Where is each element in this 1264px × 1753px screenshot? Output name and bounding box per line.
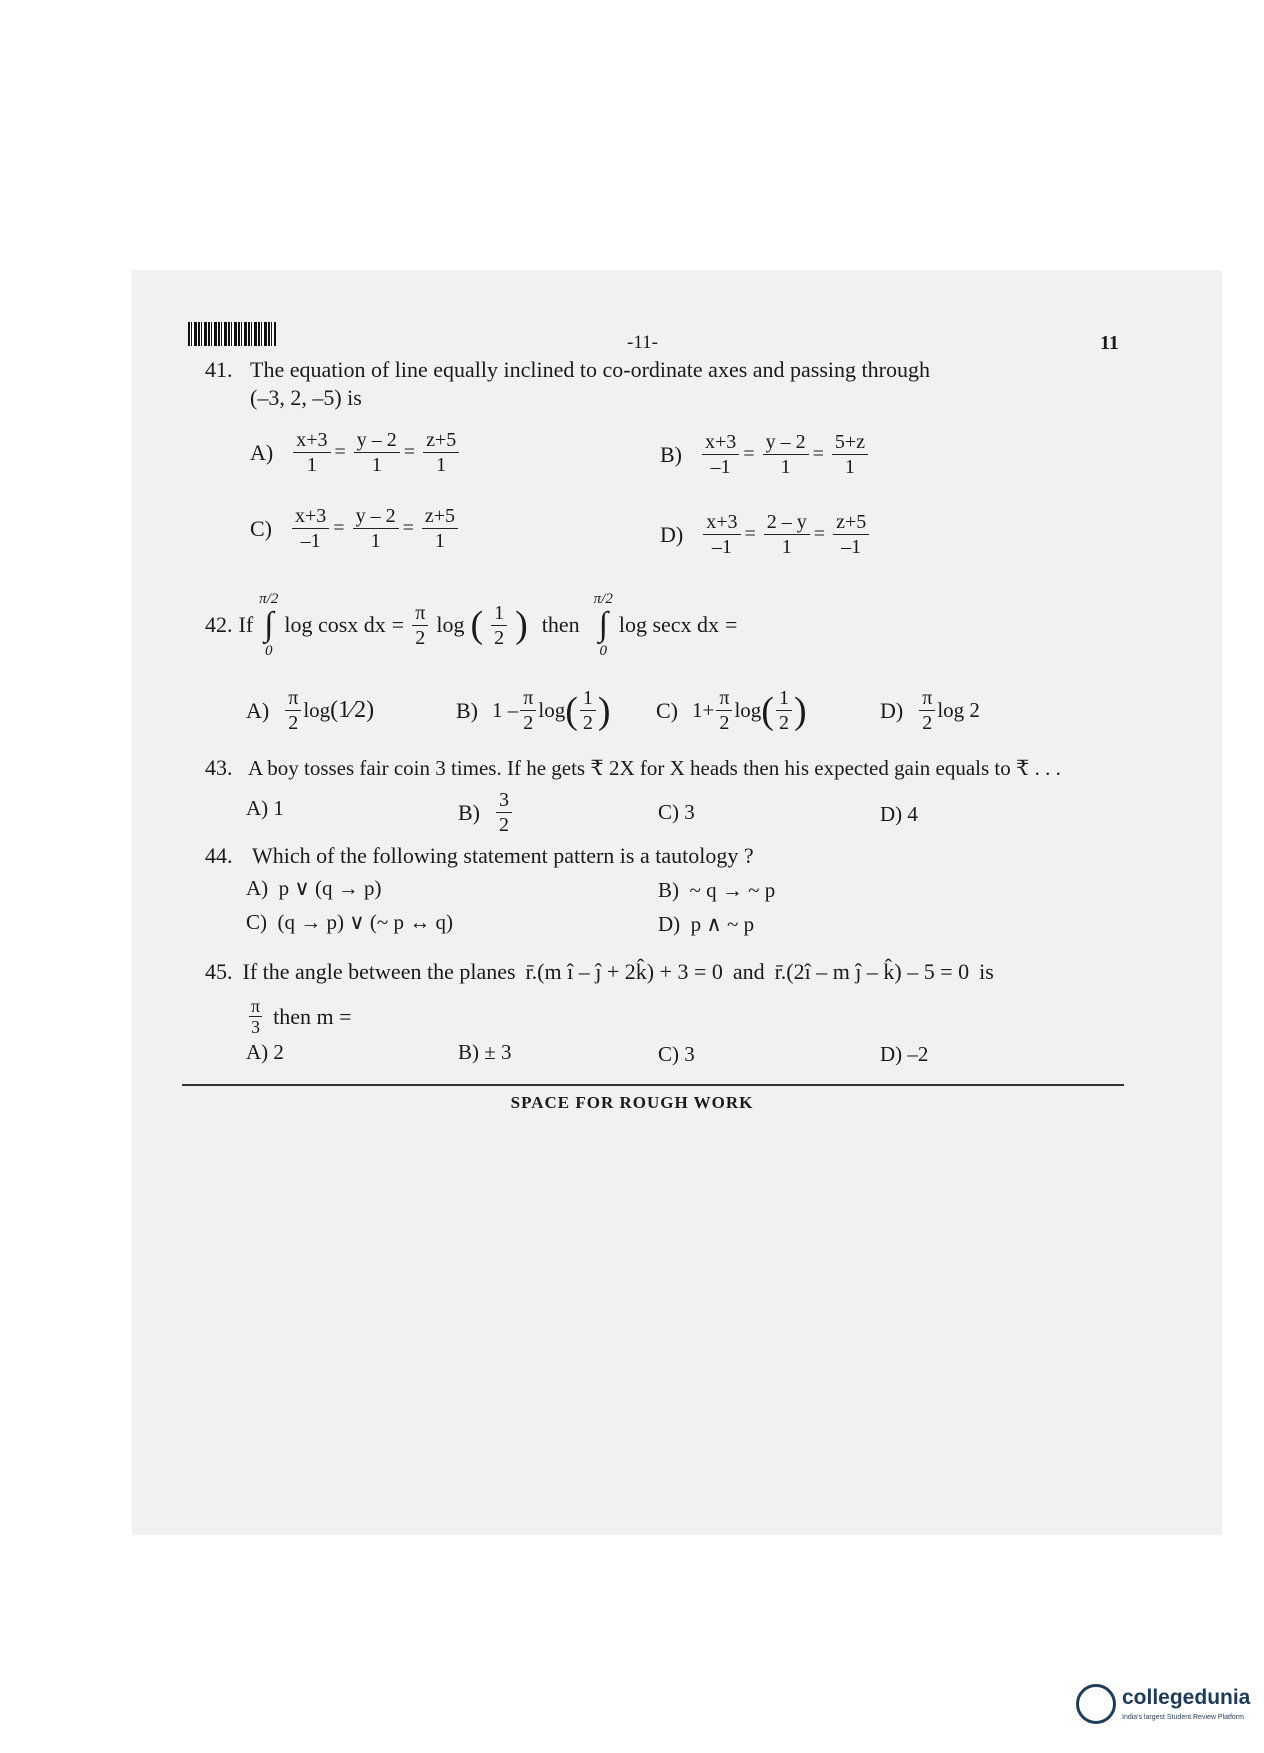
q43-number: 43.: [205, 755, 233, 780]
q41-option-c[interactable]: C) $\frac{x+3}{-1}$ = $\frac{y - 2}{1}$ = $\frac{z+5}{1}$: [250, 504, 460, 553]
logo-name: collegedunia: [1122, 1686, 1251, 1709]
fraction: 1 2: [491, 601, 507, 650]
barcode: [188, 322, 276, 346]
q45-number: 45.: [205, 959, 233, 984]
page-center-number: -11-: [627, 332, 658, 353]
q44-number: 44.: [205, 843, 233, 868]
q41-text: The equation of line equally inclined to co-ordinate axes and passing through: [250, 357, 930, 382]
q41-option-d[interactable]: D) $\frac{x+3}{-1}$ = $\frac{2 - y}{1}$ = $\frac{z+5}{-1}$: [660, 510, 871, 559]
fraction: $\frac{y - 2}{1}$: [763, 430, 809, 479]
q42-number: 42.: [205, 612, 233, 637]
q41-number: 41.: [205, 357, 233, 382]
fraction: $\frac{x+3}{-1}$: [703, 510, 740, 559]
fraction: $\frac{y - 2}{1}$: [354, 428, 400, 477]
q44-option-d[interactable]: D) p ∧ ~ p: [658, 912, 755, 936]
fraction: $\frac{x+3}{-1}$: [292, 504, 329, 553]
option-label: D): [660, 521, 684, 547]
option-label: C): [250, 515, 272, 541]
fraction: $\frac{x+3}{-1}$: [702, 430, 739, 479]
q44-text: Which of the following statement pattern is a tautology ?: [252, 843, 754, 868]
q42-option-b[interactable]: B) 1 – π 2 log ( 1 2 ): [456, 687, 611, 734]
collegedunia-logo: [1076, 1680, 1256, 1740]
q41-option-b[interactable]: B) $\frac{x+3}{-1}$ = $\frac{y - 2}{1}$ = $\frac{5+z}{1}$: [660, 430, 870, 479]
q43-option-b[interactable]: B) 3 2: [458, 788, 514, 837]
q44-option-b[interactable]: B) ~ q → ~ p: [658, 878, 776, 902]
fraction: $\frac{\pi}{2}$: [412, 601, 428, 650]
fraction: $\frac{5+z}{1}$: [832, 430, 868, 479]
option-label: A): [250, 439, 274, 465]
q44-option-c[interactable]: C) (q → p) ∨ (~ p ↔ q): [246, 910, 453, 934]
fraction: $\frac{z+5}{1}$: [422, 504, 458, 553]
q45-option-b[interactable]: B) ± 3: [458, 1040, 512, 1064]
q45-statement-2: π 3 then m =: [251, 996, 352, 1037]
q41-option-a[interactable]: A) $\frac{x+3}{1}$ = $\frac{y - 2}{1}$ = $\frac{z+5}{1}$: [250, 428, 461, 477]
q45-option-c[interactable]: C) 3: [658, 1042, 695, 1066]
q43-text: A boy tosses fair coin 3 times. If he gets ₹ 2X for X heads then his expected gain equals to ₹ . . .: [248, 756, 1061, 780]
page-number: 11: [1100, 332, 1119, 354]
q43-option-a[interactable]: A) 1: [246, 796, 284, 820]
q42-statement: 42. If π/2 ∫ 0 log cosx dx = $\frac{\pi}{2}$ log ( 1 2 ) then π/2 ∫ 0 log secx dx =: [205, 591, 738, 659]
integral-sign: π/2 ∫ 0: [593, 591, 613, 659]
q42-option-c[interactable]: C) 1+ $\frac{\pi}{2}$ log ( 1 2 ): [656, 687, 807, 734]
q45-option-d[interactable]: D) –2: [880, 1042, 929, 1066]
q41-text-2: (–3, 2, –5) is: [250, 385, 362, 410]
fraction: $\frac{z+5}{-1}$: [833, 510, 869, 559]
q44-option-a[interactable]: A) p ∨ (q → p): [246, 876, 382, 900]
fraction: $\frac{x+3}{1}$: [293, 428, 330, 477]
q45-statement: 45. If the angle between the planes r̄.(m î – ĵ + 2k̂) + 3 = 0 and r̄.(2î – m ĵ – k̂) – 5 = 0 is: [205, 959, 994, 984]
fraction: $\frac{y - 2}{1}$: [353, 504, 399, 553]
logo-tagline: India's largest Student Review Platform: [1122, 1714, 1244, 1721]
fraction: $\frac{2 - y}{1}$: [764, 510, 810, 559]
q45-option-a[interactable]: A) 2: [246, 1040, 284, 1064]
q42-option-a[interactable]: A) π 2 log (1⁄2): [246, 687, 375, 734]
integral-sign: π/2 ∫ 0: [259, 591, 279, 659]
divider-line: [182, 1084, 1124, 1086]
q43-option-c[interactable]: C) 3: [658, 800, 695, 824]
fraction: $\frac{z+5}{1}$: [423, 428, 459, 477]
q43-option-d[interactable]: D) 4: [880, 802, 918, 826]
q42-option-d[interactable]: D) π 2 log 2: [880, 687, 980, 734]
rough-work-label: SPACE FOR ROUGH WORK: [510, 1093, 754, 1112]
mascot-icon: [1076, 1684, 1116, 1724]
option-label: B): [660, 441, 682, 467]
